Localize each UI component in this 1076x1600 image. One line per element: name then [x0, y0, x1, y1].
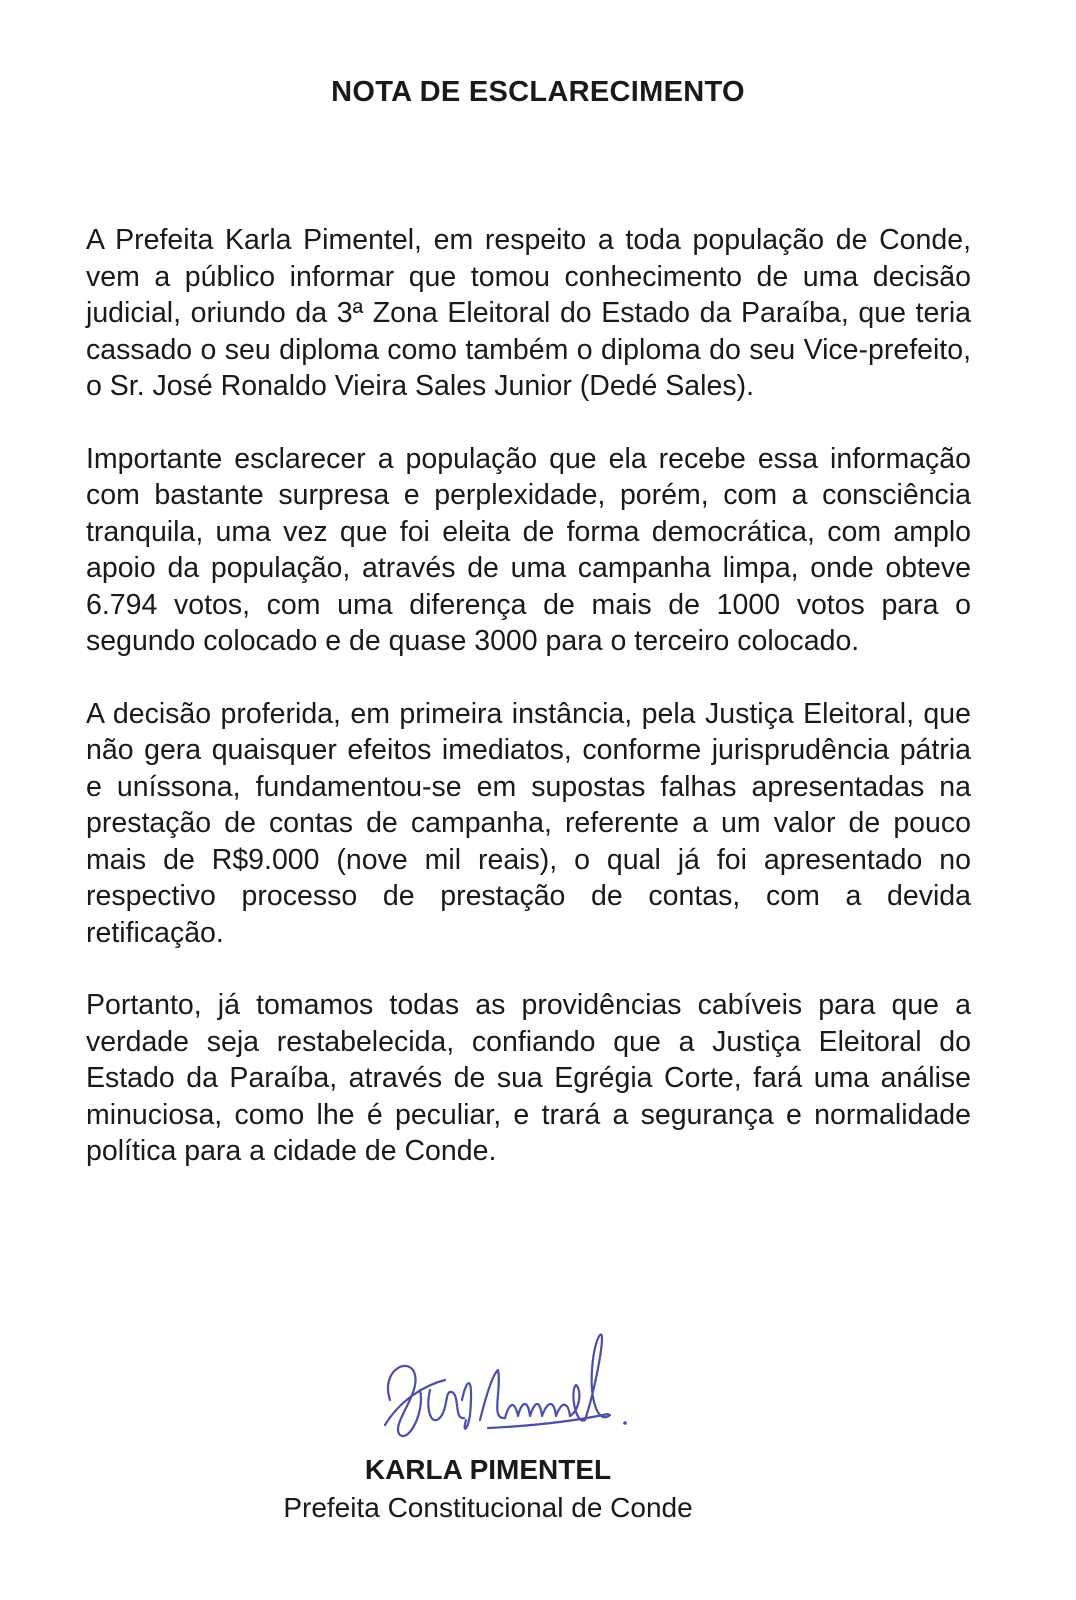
- paragraph-1: A Prefeita Karla Pimentel, em respeito a toda população de Conde, vem a público informar que tomou conhecimento de uma decisão judicial, oriundo da 3ª Zona Eleitoral do Estado da Paraíba, que teria cassado o seu diploma como também o diploma do seu Vice-prefeito, o Sr. José Ronaldo Vieira Sales Junior (Dedé Sales).: [86, 224, 971, 402]
- document-body: [86, 222, 971, 1206]
- signatory-role: Prefeita Constitucional de Conde: [283, 1492, 693, 1523]
- signatory-name: KARLA PIMENTEL: [364, 1454, 612, 1485]
- handwritten-signature: [370, 1330, 640, 1460]
- paragraph-2: Importante esclarecer a população que ela recebe essa informação com bastante surpresa e perplexidade, porém, com a consciência tranquila, uma vez que foi eleita de forma democrática, com amplo apoio da população, através de uma campanha limpa, onde obteve 6.794 votos, com uma diferença de mais de 1000 votos para o segundo colocado e de quase 3000 para o terceiro colocado.: [86, 442, 971, 657]
- paragraph-4: Portanto, já tomamos todas as providências cabíveis para que a verdade seja restabelecida, confiando que a Justiça Eleitoral do Estado da Paraíba, através de sua Egrégia Corte, fará uma análise minuciosa, como lhe é peculiar, e trará a segurança e normalidade política para a cidade de Conde.: [86, 989, 971, 1167]
- document-title: NOTA DE ESCLARECIMENTO: [331, 76, 745, 108]
- paragraph-3: A decisão proferida, em primeira instância, pela Justiça Eleitoral, que não gera quaisquer efeitos imediatos, conforme jurisprudência pátria e uníssona, fundamentou-se em supostas falhas apresentadas na prestação de contas de campanha, referente a um valor de pouco mais de R$9.000 (nove mil reais), o qual já foi apresentado no respectivo processo de prestação de contas, com a devida retificação.: [86, 697, 971, 949]
